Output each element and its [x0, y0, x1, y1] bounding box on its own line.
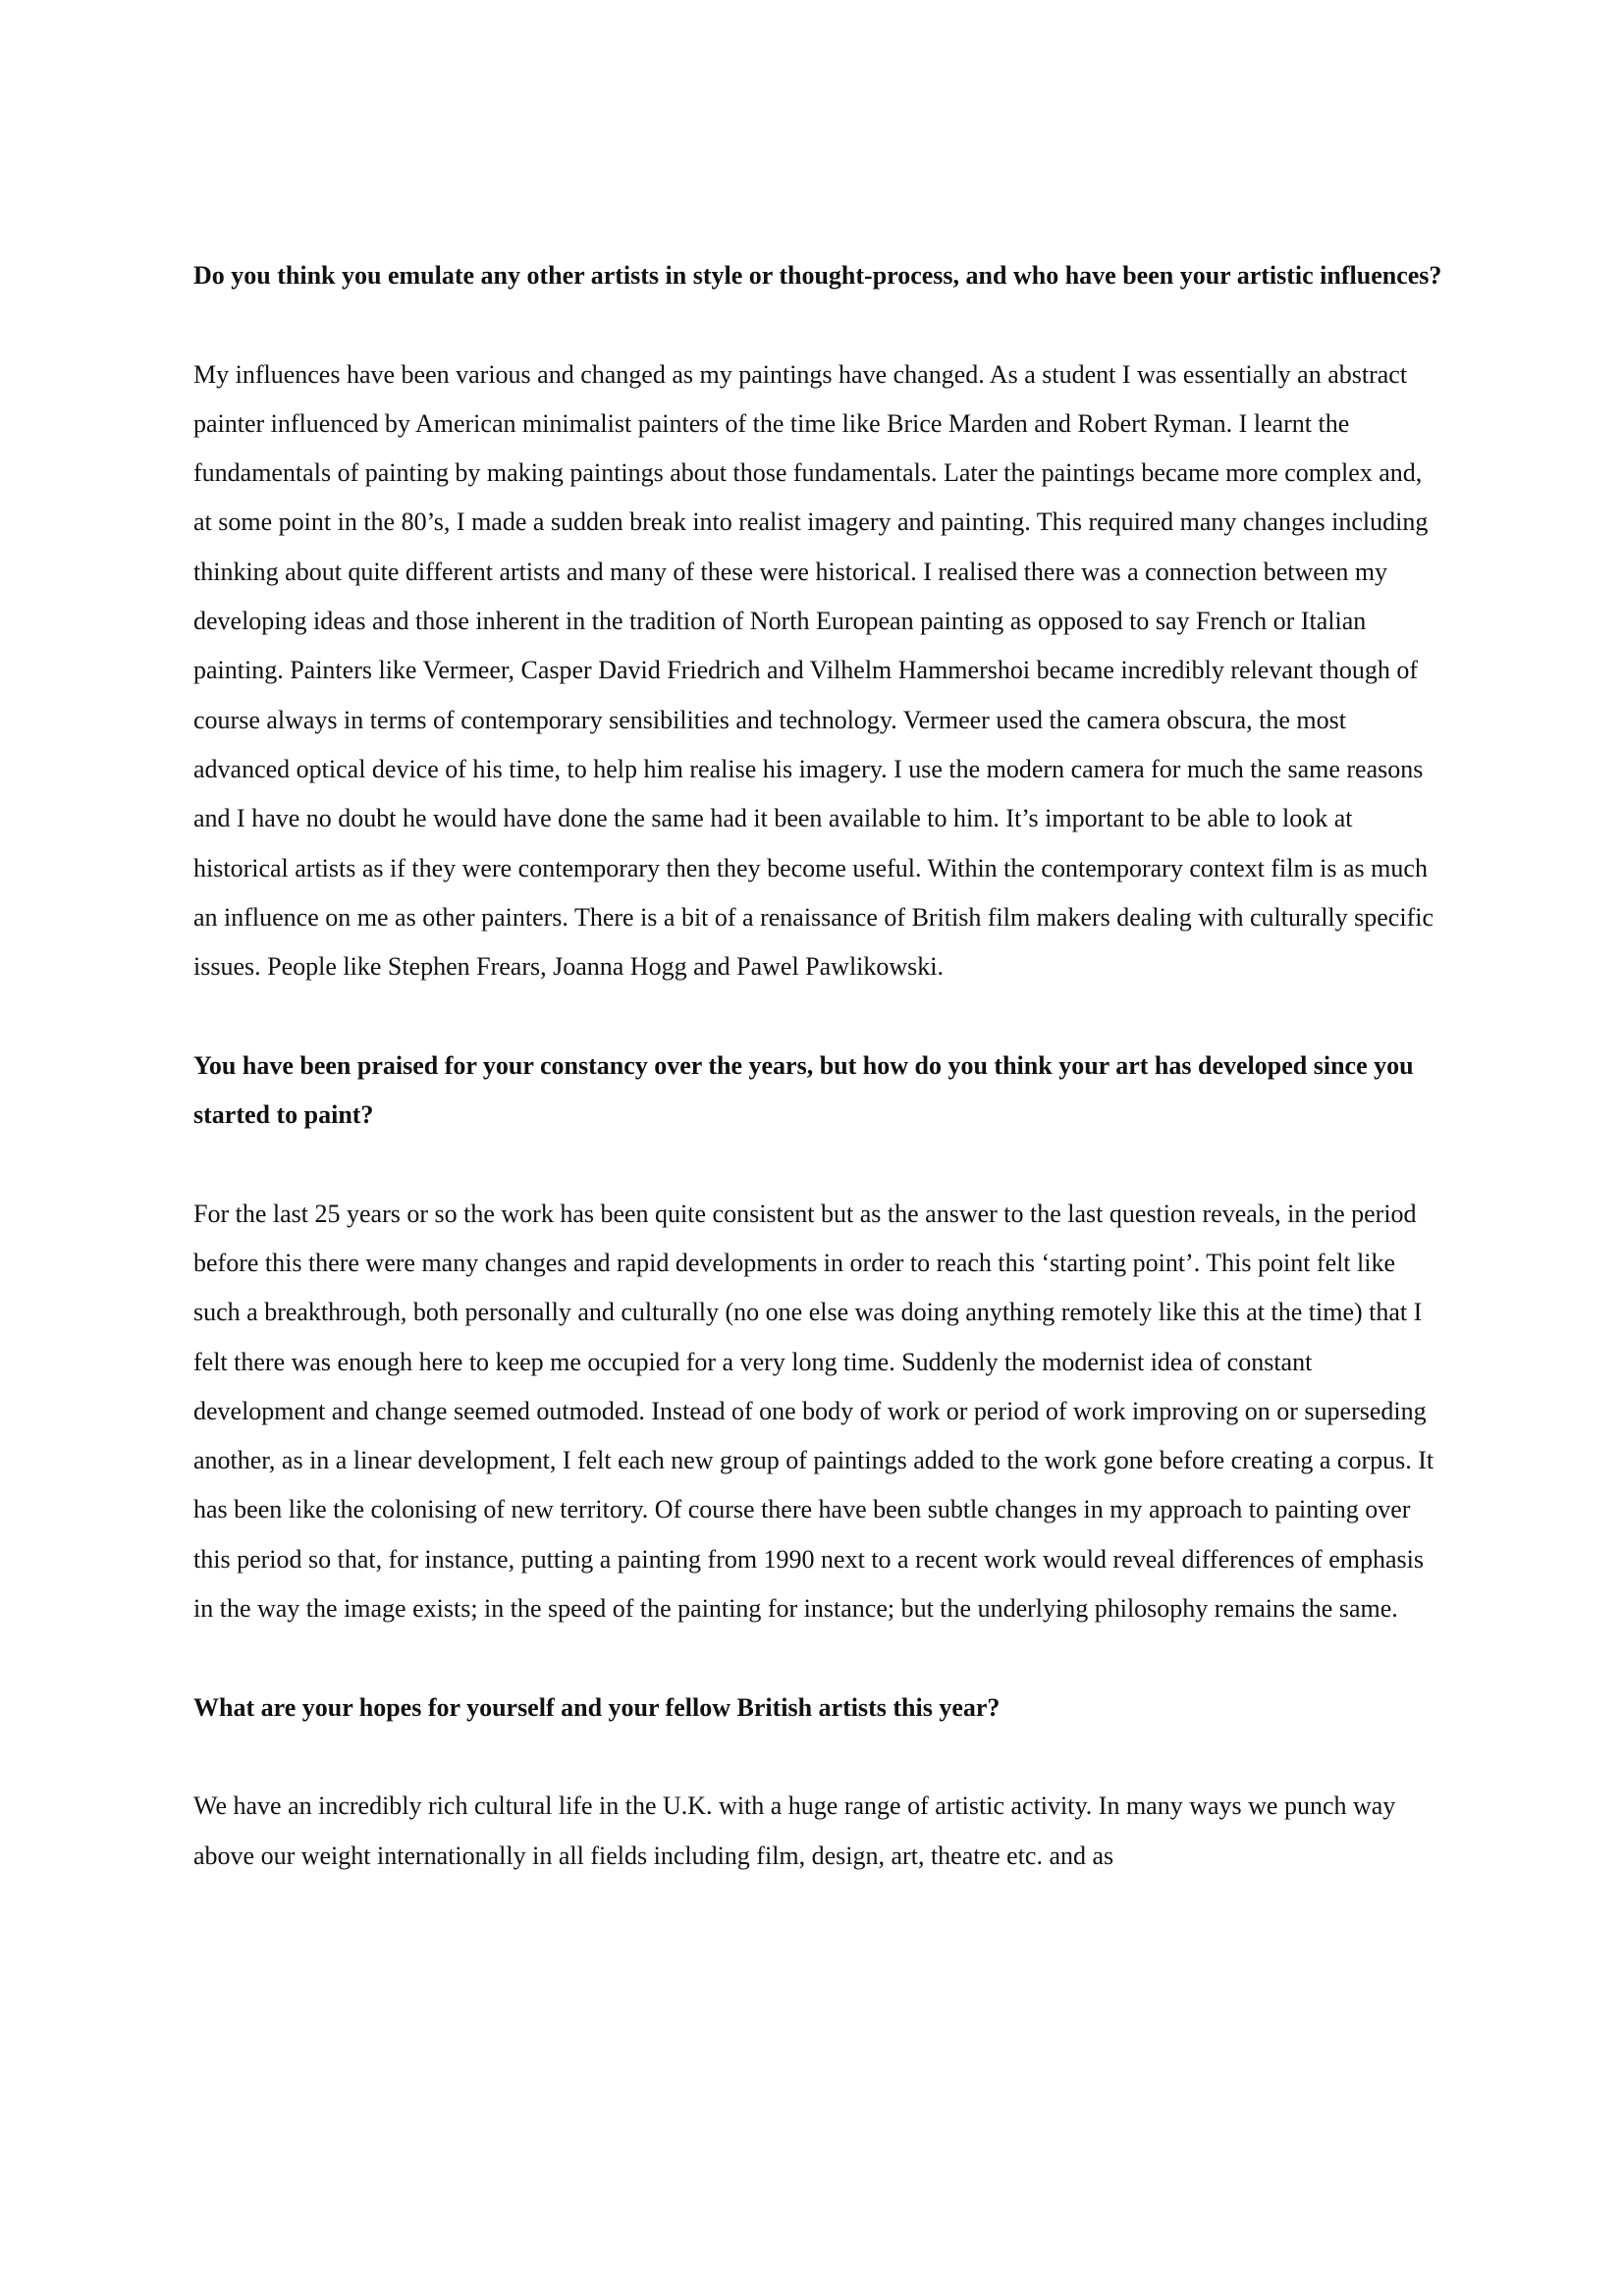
spacer: [193, 991, 1445, 1041]
interview-text: [193, 251, 1445, 1881]
answer-1: My influences have been various and changed as my paintings have changed. As a student I was essentially an abstract painter influenced by American minimalist painters of the time like Brice Marden and Robert Ryman. I learnt the fundamentals of painting by making paintings about those fundamentals. Later the paintings became more complex and, at some point in the 80’s, I made a sudden break into realist imagery and painting. This required many changes including thinking about quite different artists and many of these were historical. I realised there was a connection between my developing ideas and those inherent in the tradition of North European painting as opposed to say French or Italian painting. Painters like Vermeer, Casper David Friedrich and Vilhelm Hammershoi became incredibly relevant though of course always in terms of contemporary sensibilities and technology. Vermeer used the camera obscura, the most advanced optical device of his time, to help him realise his imagery. I use the modern camera for much the same reasons and I have no doubt he would have done the same had it been available to him. It’s important to be able to look at historical artists as if they were contemporary then they become useful. Within the contemporary context film is as much an influence on me as other painters. There is a bit of a renaissance of British film makers dealing with culturally specific issues. People like Stephen Frears, Joanna Hogg and Pawel Pawlikowski.: [193, 359, 1434, 982]
question-1: Do you think you emulate any other artists in style or thought-process, and who have been your artistic influences?: [193, 261, 1442, 290]
spacer: [193, 1633, 1445, 1682]
question-2: You have been praised for your constancy over the years, but how do you think your art has developed since you started to paint?: [193, 1050, 1414, 1130]
answer-3: We have an incredibly rich cultural life in the U.K. with a huge range of artistic activity. In many ways we punch way above our weight internationally in all fields including film, design, art, theatre etc. and as: [193, 1791, 1396, 1870]
spacer: [193, 1733, 1445, 1782]
answer-2: For the last 25 years or so the work has been quite consistent but as the answer to the last question reveals, in the period before this there were many changes and rapid developments in order to reach this ‘starting point’. This point felt like such a breakthrough, both personally and culturally (no one else was doing anything remotely like this at the time) that I felt there was enough here to keep me occupied for a very long time. Suddenly the modernist idea of constant development and change seemed outmoded. Instead of one body of work or period of work improving on or superseding another, as in a linear development, I felt each new group of paintings added to the work gone before creating a corpus. It has been like the colonising of new territory. Of course there have been subtle changes in my approach to painting over this period so that, for instance, putting a painting from 1990 next to a recent work would reveal differences of emphasis in the way the image exists; in the speed of the painting for instance; but the underlying philosophy remains the same.: [193, 1199, 1434, 1624]
question-3: What are your hopes for yourself and your fellow British artists this year?: [193, 1692, 1001, 1722]
spacer: [193, 300, 1445, 349]
spacer: [193, 1140, 1445, 1189]
